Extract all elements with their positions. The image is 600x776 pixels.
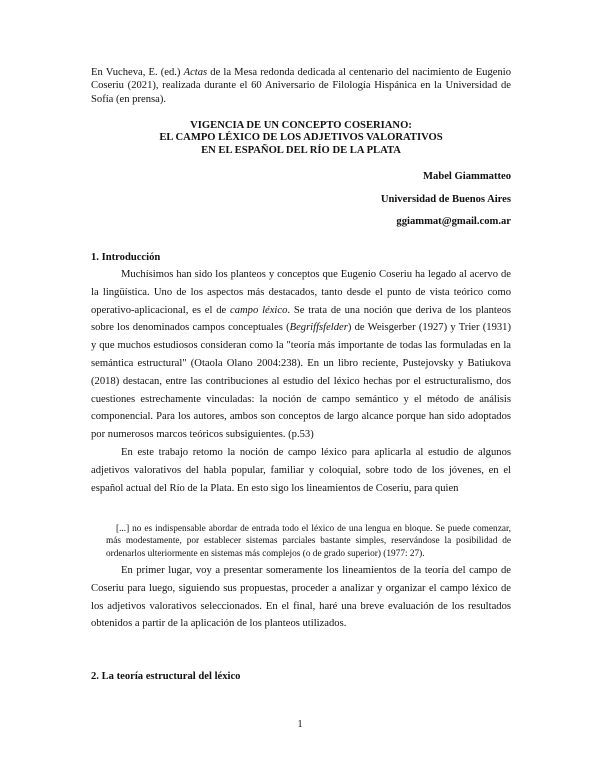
p1-term: campo léxico (230, 304, 288, 316)
title-line-1: VIGENCIA DE UN CONCEPTO COSERIANO: (190, 120, 412, 131)
title-line-2: EL CAMPO LÉXICO DE LOS ADJETIVOS VALORATIVOS (159, 132, 443, 144)
author-email: ggiammat@gmail.com.ar (396, 216, 511, 227)
citation-prefix: En Vucheva, E. (ed.) (91, 67, 184, 78)
p1-text-b: . Se trata de una noción que deriva de los planteos sobre los denominados campos conceptuales ( (91, 304, 511, 334)
paper-title (91, 120, 511, 157)
citation-note (91, 66, 511, 106)
citation-rest: de la Mesa redonda dedicada al centenario del nacimiento de Eugenio Coseriu (2021), realizada durante el 60 Aniversario de Filología Hispánica en la Universidad de Sofía (en prensa). (91, 67, 512, 105)
author-name: Mabel Giammatteo (423, 171, 511, 182)
p1-text-c: ) de Weisgerber (1927) y Trier (1931) y que muchos estudiosos consideran como la "teoría más importante de todas las formuladas en la semántica estructural" (Otaola Olano 2004:238). En un libro reciente, Pustejovsky y Batiukova (2018) destacan, entre las contribuciones al estudio del léxico hechas por el estructuralismo, dos cuestiones estrechamente vinculadas: la noción de campo semántico y el método de análisis componencial. Para los autores, ambos son conceptos de largo alcance porque han sido adoptados por numerosos marcos teóricos subsiguientes. (p.53) (91, 322, 511, 441)
page-number: 1 (297, 719, 303, 730)
paragraph-2: En este trabajo retomo la noción de campo léxico para aplicarla al estudio de algunos adjetivos valorativos del habla popular, familiar y coloquial, sobre todo de los jóvenes, en el español actual del Río de la Plata. En esto sigo los lineamientos de Coseriu, para quien (91, 446, 511, 494)
section-1-body-cont (91, 562, 511, 633)
title-line-3: EN EL ESPAÑOL DEL RÍO DE LA PLATA (201, 144, 401, 156)
section-1-heading: 1. Introducción (91, 252, 161, 263)
section-2-heading: 2. La teoría estructural del léxico (91, 671, 241, 682)
p1-text-a: Muchísimos han sido los planteos y conceptos que Eugenio Coseriu ha legado al acervo de la lingüística. Uno de los aspectos más destacados, tanto desde el punto de vista teórico como operativo-aplicacional, es el de (91, 269, 511, 316)
author-affiliation: Universidad de Buenos Aires (380, 193, 511, 205)
paragraph-3: En primer lugar, voy a presentar someramente los lineamientos de la teoría del campo de Coseriu para luego, siguiendo sus propuestas, proceder a analizar y organizar el campo léxico de los adjetivos valorativos seleccionados. En el final, haré una breve evaluación de los resultados obtenidos a partir de la aplicación de los planteos utilizados. (91, 565, 511, 630)
quote-text: [...] no es indispensable abordar de entrada todo el léxico de una lengua en bloque. Se puede comenzar, más modestamente, por establecer sistemas parciales bastante simples, reservándose la posibilidad de ordenarlos ulteriormente en sistemas más complejos (o de grado superior) (1977: 27). (106, 524, 511, 559)
section-1-body (91, 266, 511, 497)
paragraph-1 (91, 266, 511, 444)
block-quote (106, 523, 511, 560)
citation-actas: Actas (183, 67, 208, 78)
p1-term-2: Begriffsfelder (289, 322, 348, 334)
author-block (381, 166, 511, 234)
